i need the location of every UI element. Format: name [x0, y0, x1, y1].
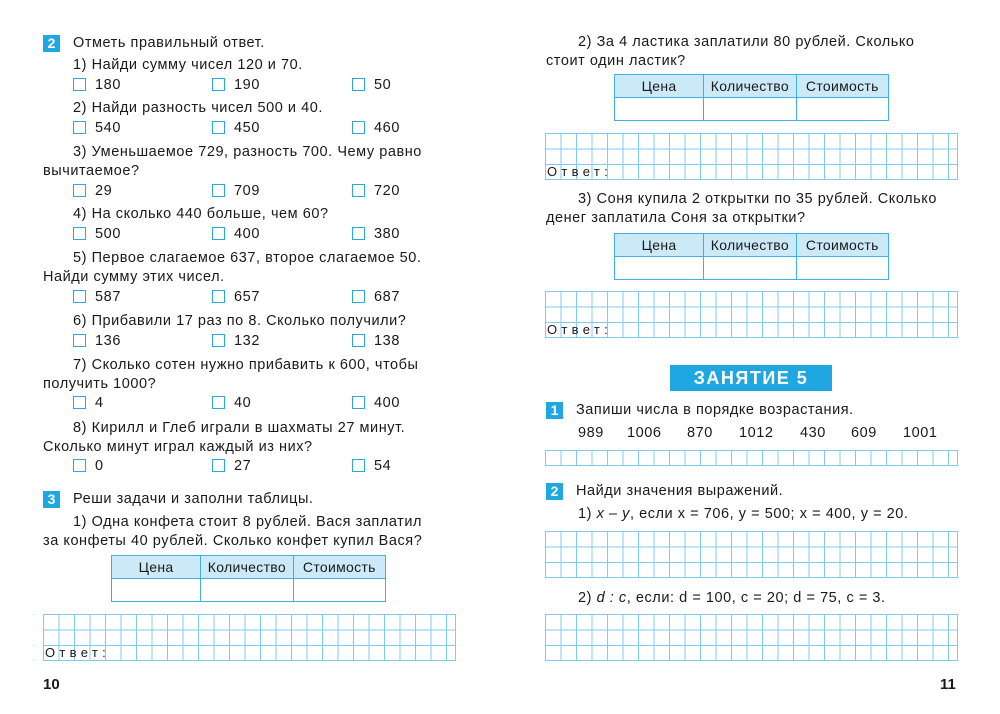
answer-label: Ответ: — [45, 645, 110, 660]
number-item: 870 — [687, 425, 713, 441]
header-quantity: Количество — [704, 234, 797, 257]
answer-option[interactable]: 657 — [212, 288, 260, 306]
task-3-number: 3 — [43, 491, 60, 508]
checkbox[interactable] — [352, 290, 365, 303]
header-price: Цена — [615, 234, 704, 257]
answer-option[interactable]: 180 — [73, 76, 121, 94]
answer-option[interactable]: 132 — [212, 332, 260, 350]
checkbox[interactable] — [212, 396, 225, 409]
answer-option[interactable]: 190 — [212, 76, 260, 94]
checkbox[interactable] — [73, 78, 86, 91]
solution-grid[interactable] — [545, 531, 958, 578]
cell-quantity[interactable] — [201, 579, 294, 602]
task-2-title: Отметь правильный ответ. — [73, 35, 265, 51]
answer-option[interactable]: 587 — [73, 288, 121, 306]
header-cost: Стоимость — [293, 556, 385, 579]
expression-1: 1) x – y, если x = 706, y = 500; x = 400, y = 20. — [578, 506, 909, 522]
number-item: 989 — [578, 425, 604, 441]
checkbox[interactable] — [352, 396, 365, 409]
right-page — [500, 0, 1000, 714]
answer-option[interactable]: 27 — [212, 457, 251, 475]
price-table — [614, 233, 889, 280]
answer-option[interactable]: 380 — [352, 225, 400, 243]
question-3-text-cont: вычитаемое? — [43, 163, 140, 179]
question-1-text: 1) Найди сумму чисел 120 и 70. — [73, 57, 303, 73]
solution-grid[interactable] — [545, 450, 958, 466]
cell-price[interactable] — [112, 579, 201, 602]
header-quantity: Количество — [201, 556, 294, 579]
checkbox[interactable] — [352, 334, 365, 347]
question-6-text: 6) Прибавили 17 раз по 8. Сколько получили? — [73, 313, 407, 329]
number-item: 1001 — [903, 425, 938, 441]
solution-grid[interactable] — [545, 614, 958, 661]
question-7-text-cont: получить 1000? — [43, 376, 157, 392]
number-item: 430 — [800, 425, 826, 441]
cell-cost[interactable] — [796, 98, 888, 121]
task-1-title: Запиши числа в порядке возрастания. — [576, 402, 854, 418]
checkbox[interactable] — [212, 290, 225, 303]
answer-option[interactable]: 687 — [352, 288, 400, 306]
answer-option[interactable]: 540 — [73, 119, 121, 137]
answer-option[interactable]: 720 — [352, 182, 400, 200]
answer-option[interactable]: 40 — [212, 394, 251, 412]
question-4-text: 4) На сколько 440 больше, чем 60? — [73, 206, 329, 222]
answer-option[interactable]: 136 — [73, 332, 121, 350]
expression-2: 2) d : c, если: d = 100, c = 20; d = 75, c = 3. — [578, 590, 886, 606]
question-8-text: 8) Кирилл и Глеб играли в шахматы 27 минут. — [73, 420, 406, 436]
number-item: 1006 — [627, 425, 662, 441]
task-3-problem-2: 2) За 4 ластика заплатили 80 рублей. Сколько — [578, 34, 915, 50]
header-quantity: Количество — [704, 75, 797, 98]
checkbox[interactable] — [73, 227, 86, 240]
answer-option[interactable]: 709 — [212, 182, 260, 200]
page-number: 11 — [940, 676, 956, 693]
answer-label: Ответ: — [547, 322, 612, 337]
task-3-problem-3: 3) Соня купила 2 открытки по 35 рублей. Сколько — [578, 191, 937, 207]
task-2-number: 2 — [546, 483, 563, 500]
checkbox[interactable] — [73, 396, 86, 409]
checkbox[interactable] — [352, 78, 365, 91]
checkbox[interactable] — [352, 121, 365, 134]
answer-option[interactable]: 400 — [352, 394, 400, 412]
header-cost: Стоимость — [796, 234, 888, 257]
header-price: Цена — [112, 556, 201, 579]
task-3-problem-3-cont: денег заплатила Соня за открытки? — [546, 210, 806, 226]
question-8-text-cont: Сколько минут играл каждый из них? — [43, 439, 313, 455]
cell-cost[interactable] — [796, 257, 888, 280]
header-cost: Стоимость — [796, 75, 888, 98]
checkbox[interactable] — [352, 184, 365, 197]
answer-option[interactable]: 4 — [73, 394, 104, 412]
answer-label: Ответ: — [547, 164, 612, 179]
question-7-text: 7) Сколько сотен нужно прибавить к 600, чтобы — [73, 357, 419, 373]
answer-option[interactable]: 29 — [73, 182, 112, 200]
answer-option[interactable]: 460 — [352, 119, 400, 137]
number-item: 1012 — [739, 425, 774, 441]
checkbox[interactable] — [352, 227, 365, 240]
task-3-problem-1: 1) Одна конфета стоит 8 рублей. Вася заплатил — [73, 514, 422, 530]
cell-quantity[interactable] — [704, 257, 797, 280]
checkbox[interactable] — [212, 121, 225, 134]
cell-price[interactable] — [615, 98, 704, 121]
task-3-problem-2-cont: стоит один ластик? — [546, 53, 686, 69]
question-5-text: 5) Первое слагаемое 637, второе слагаемое 50. — [73, 250, 422, 266]
task-3-problem-1-cont: за конфеты 40 рублей. Сколько конфет купил Вася? — [43, 533, 423, 549]
checkbox[interactable] — [73, 121, 86, 134]
task-2-title: Найди значения выражений. — [576, 483, 784, 499]
number-item: 609 — [851, 425, 877, 441]
answer-option[interactable]: 54 — [352, 457, 391, 475]
answer-option[interactable]: 400 — [212, 225, 260, 243]
price-table — [111, 555, 386, 602]
price-table — [614, 74, 889, 121]
task-1-number: 1 — [546, 402, 563, 419]
checkbox[interactable] — [352, 459, 365, 472]
question-2-text: 2) Найди разность чисел 500 и 40. — [73, 100, 323, 116]
header-price: Цена — [615, 75, 704, 98]
answer-option[interactable]: 138 — [352, 332, 400, 350]
checkbox[interactable] — [212, 334, 225, 347]
checkbox[interactable] — [73, 290, 86, 303]
checkbox[interactable] — [73, 459, 86, 472]
answer-option[interactable]: 50 — [352, 76, 391, 94]
answer-option[interactable]: 500 — [73, 225, 121, 243]
lesson-title: ЗАНЯТИЕ 5 — [670, 365, 832, 391]
checkbox[interactable] — [212, 78, 225, 91]
page-number: 10 — [43, 676, 60, 693]
cell-price[interactable] — [615, 257, 704, 280]
task-3-title: Реши задачи и заполни таблицы. — [73, 491, 314, 507]
checkbox[interactable] — [212, 227, 225, 240]
task-2-number: 2 — [43, 35, 60, 52]
question-3-text: 3) Уменьшаемое 729, разность 700. Чему равно — [73, 144, 422, 160]
checkbox[interactable] — [73, 334, 86, 347]
checkbox[interactable] — [212, 459, 225, 472]
answer-option[interactable]: 450 — [212, 119, 260, 137]
cell-cost[interactable] — [293, 579, 385, 602]
checkbox[interactable] — [212, 184, 225, 197]
question-5-text-cont: Найди сумму этих чисел. — [43, 269, 225, 285]
cell-quantity[interactable] — [704, 98, 797, 121]
checkbox[interactable] — [73, 184, 86, 197]
answer-option[interactable]: 0 — [73, 457, 104, 475]
